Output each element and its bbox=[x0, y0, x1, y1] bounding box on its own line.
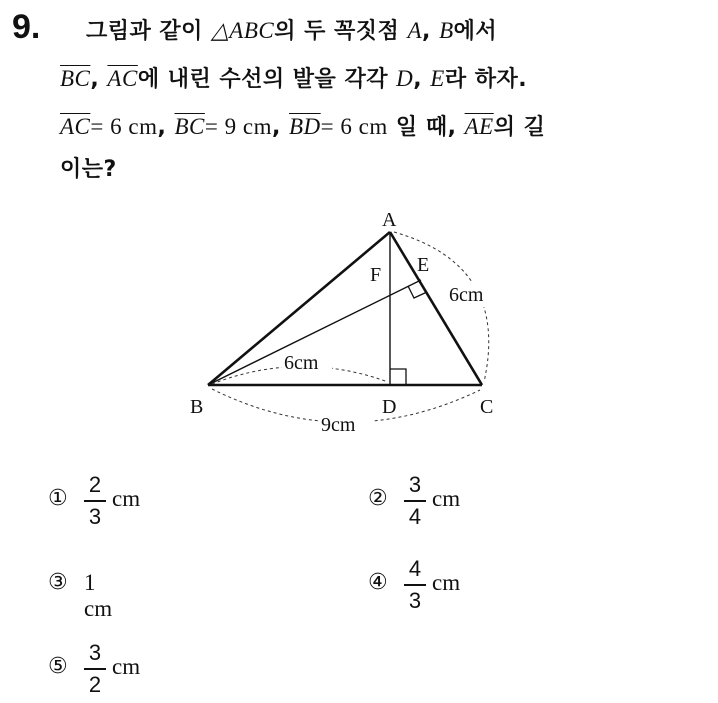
measure-bd: 6cm bbox=[284, 352, 319, 374]
numerator: 4 bbox=[408, 556, 422, 581]
point-label: B bbox=[439, 18, 454, 43]
separator: , bbox=[422, 19, 440, 44]
segment-label: $\overline{AC}$ bbox=[60, 114, 91, 139]
separator: , bbox=[413, 67, 431, 92]
question-text: 그림과 같이 bbox=[86, 19, 212, 44]
fraction-bar bbox=[404, 500, 426, 502]
triangle-label: △ABC bbox=[211, 18, 275, 43]
numerator: 3 bbox=[88, 640, 102, 665]
right-angle-mark-d bbox=[390, 369, 406, 385]
choice-value: 1 cm bbox=[84, 570, 113, 621]
separator: , bbox=[271, 115, 289, 140]
denominator: 2 bbox=[88, 671, 102, 697]
choice-marker: ③ bbox=[48, 570, 68, 595]
denominator: 3 bbox=[88, 503, 102, 529]
choice-unit: cm bbox=[432, 570, 461, 595]
choice-unit: cm bbox=[112, 486, 141, 511]
point-e-label: E bbox=[417, 254, 430, 276]
point-label: E bbox=[430, 66, 445, 91]
fraction-bar bbox=[84, 500, 106, 502]
question-text: 일 때, bbox=[387, 115, 465, 140]
question-text: 라 하자. bbox=[444, 67, 528, 92]
point-f-label: F bbox=[370, 264, 382, 286]
measure-ac: 6cm bbox=[449, 284, 484, 306]
fraction-bar bbox=[84, 668, 106, 670]
choice-marker: ① bbox=[48, 486, 68, 511]
point-label: D bbox=[396, 66, 414, 91]
point-d-label: D bbox=[382, 396, 397, 418]
measure-bc: 9cm bbox=[321, 414, 356, 436]
point-label: A bbox=[407, 18, 423, 43]
given-value: = 6 cm bbox=[90, 114, 158, 139]
side-ac bbox=[390, 232, 482, 385]
choice-fraction bbox=[84, 472, 106, 530]
question-text: 의 두 꼭짓점 bbox=[274, 19, 408, 44]
choice-fraction bbox=[404, 472, 426, 530]
separator: , bbox=[90, 67, 108, 92]
choice-fraction bbox=[404, 556, 426, 614]
given-value: = 6 cm bbox=[320, 114, 388, 139]
segment-label: $\overline{AC}$ bbox=[107, 66, 138, 91]
choice-unit: cm bbox=[112, 654, 141, 679]
segment-label: $\overline{BD}$ bbox=[289, 114, 321, 139]
segment-label: $\overline{BC}$ bbox=[174, 114, 205, 139]
choice-fraction bbox=[84, 640, 106, 698]
point-c-label: C bbox=[480, 396, 494, 418]
point-b-label: B bbox=[190, 396, 204, 418]
fraction-bar bbox=[404, 584, 426, 586]
separator: , bbox=[157, 115, 175, 140]
denominator: 4 bbox=[408, 503, 422, 529]
segment-label: $\overline{AE}$ bbox=[464, 114, 494, 139]
question-text: 에 내린 수선의 발을 각각 bbox=[137, 67, 397, 92]
choice-marker: ② bbox=[368, 486, 388, 511]
choice-unit: cm bbox=[432, 486, 461, 511]
question-text: 의 길 bbox=[493, 115, 546, 140]
numerator: 2 bbox=[88, 472, 102, 497]
numerator: 3 bbox=[408, 472, 422, 497]
question-text: 에서 bbox=[453, 19, 498, 44]
segment-label: $\overline{BC}$ bbox=[60, 66, 91, 91]
point-a-label: A bbox=[382, 209, 397, 231]
question-line-4: 이는? bbox=[60, 157, 117, 182]
given-value: = 9 cm bbox=[204, 114, 272, 139]
choice-marker: ④ bbox=[368, 570, 388, 595]
choice-marker: ⑤ bbox=[48, 654, 68, 679]
denominator: 3 bbox=[408, 587, 422, 613]
question-number: 9. bbox=[12, 8, 41, 46]
